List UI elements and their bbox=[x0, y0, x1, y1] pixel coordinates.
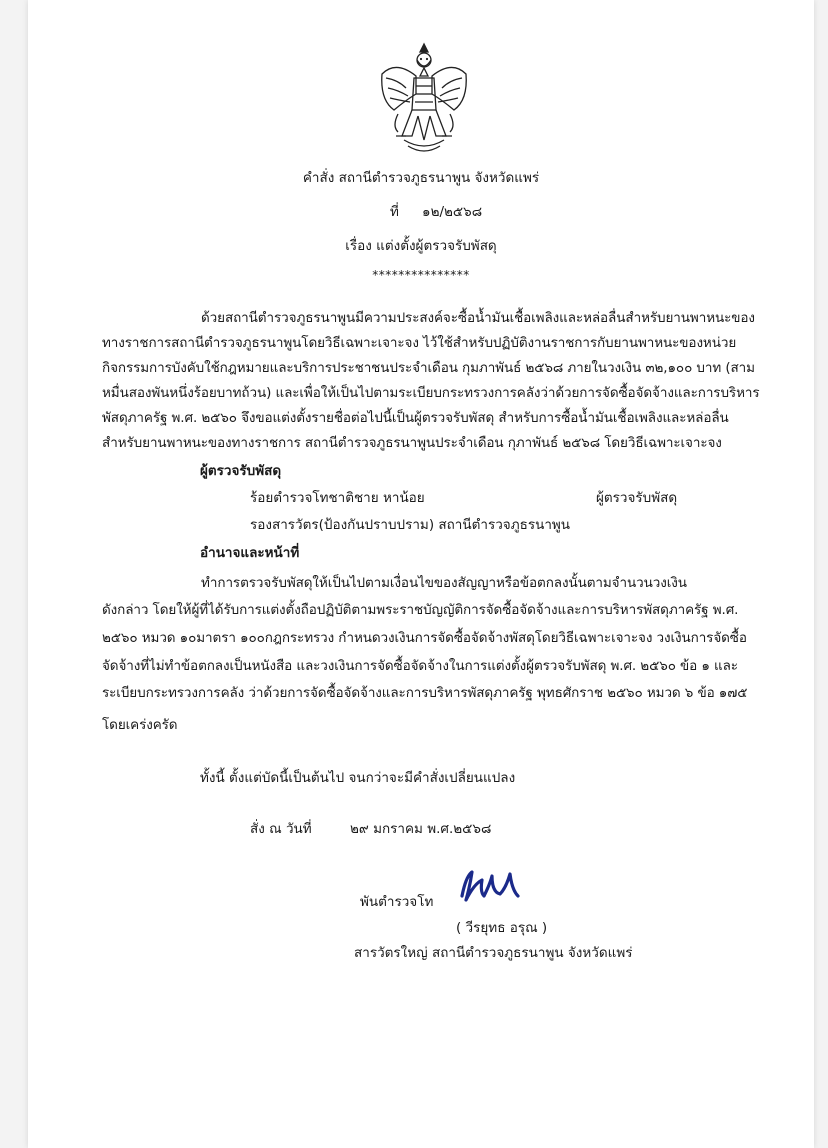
order-title: คำสั่ง สถานีตำรวจภูธรนาพูน จังหวัดแพร่ bbox=[302, 170, 540, 186]
order-number: ๑๒/๒๕๖๘ bbox=[422, 204, 483, 220]
signer-name: ( วีรยุทธ อรุณ ) bbox=[456, 920, 548, 936]
garuda-emblem-icon bbox=[376, 40, 472, 158]
ordered-label: สั่ง ณ วันที่ bbox=[250, 821, 312, 837]
inspector-position: รองสารวัตร(ป้องกันปราบปราม) สถานีตำรวจภูธรนาพูน bbox=[250, 517, 571, 533]
paragraph1-line: กิจกรรมการบังคับใช้กฎหมายและบริการประชาชนประจำเดือน กุมภาพันธ์ ๒๕๖๘ ภายในวงเงิน ๓๒,๑๐๐ บาท (สาม bbox=[102, 360, 755, 376]
separator: *************** bbox=[372, 268, 470, 282]
paragraph1-line: หมื่นสองพันหนึ่งร้อยบาทถ้วน) และเพื่อให้เป็นไปตามระเบียบกระทรวงการคลังว่าด้วยการจัดซื้อจัดจ้างและการบริหาร bbox=[102, 385, 760, 401]
paragraph2-line: ระเบียบกระทรวงการคลัง ว่าด้วยการจัดซื้อจัดจ้างและการบริหารพัสดุภาครัฐ พุทธศักราช ๒๕๖๐ หมวด ๖ ข้อ ๑๗๕ bbox=[102, 685, 748, 701]
order-number-label: ที่ bbox=[390, 204, 399, 220]
paragraph1-line: พัสดุภาครัฐ พ.ศ. ๒๕๖๐ จึงขอแต่งตั้งรายชื่อต่อไปนี้เป็นผู้ตรวจรับพัสดุ สำหรับการซื้อน้ำมันเชื้อเพลิงและหล่อลื่น bbox=[102, 410, 729, 426]
paragraph1-line: สำหรับยานพาหนะของทางราชการ สถานีตำรวจภูธรนาพูนประจำเดือน กุภาพันธ์ ๒๕๖๘ โดยวิธีเฉพาะเจาะจง bbox=[102, 435, 722, 451]
document-page bbox=[28, 0, 814, 1148]
duty-heading: อำนาจและหน้าที่ bbox=[200, 545, 300, 561]
signer-position: สารวัตรใหญ่ สถานีตำรวจภูธรนาพูน จังหวัดแพร่ bbox=[354, 945, 633, 961]
paragraph2-line: จัดจ้างที่ไม่ทำข้อตกลงเป็นหนังสือ และวงเงินการจัดซื้อจัดจ้างในการแต่งตั้งผู้ตรวจรับพัสดุ พ.ศ. ๒๕๖๐ ข้อ ๑ และ bbox=[102, 658, 738, 674]
inspector-heading: ผู้ตรวจรับพัสดุ bbox=[200, 463, 282, 479]
paragraph1-line: ทางราชการสถานีตำรวจภูธรนาพูนโดยวิธีเฉพาะเจาะจง ไว้ใช้สำหรับปฏิบัติงานราชการกับยานพาหนะของหน่วย bbox=[102, 335, 737, 351]
paragraph2-line: ทำการตรวจรับพัสดุให้เป็นไปตามเงื่อนไขของสัญญาหรือข้อตกลงนั้นตามจำนวนวงเงิน bbox=[201, 575, 687, 591]
inspector-role: ผู้ตรวจรับพัสดุ bbox=[596, 490, 678, 506]
ordered-date: ๒๙ มกราคม พ.ศ.๒๕๖๘ bbox=[350, 821, 492, 837]
inspector-name: ร้อยตำรวจโทชาติชาย หาน้อย bbox=[250, 490, 425, 506]
signer-rank: พันตำรวจโท bbox=[360, 894, 434, 910]
paragraph1-line: ด้วยสถานีตำรวจภูธรนาพูนมีความประสงค์จะซื้อน้ำมันเชื้อเพลิงและหล่อลื่นสำหรับยานพาหนะของ bbox=[201, 310, 755, 326]
paragraph2-line: ดังกล่าว โดยให้ผู้ที่ได้รับการแต่งตั้งถือปฏิบัติตามพระราชบัญญัติการจัดซื้อจัดจ้างและการบริหารพัสดุภาครัฐ พ.ศ. bbox=[102, 602, 739, 618]
effective-statement: ทั้งนี้ ตั้งแต่บัดนี้เป็นต้นไป จนกว่าจะมีคำสั่งเปลี่ยนแปลง bbox=[200, 770, 516, 786]
paragraph2-line: ๒๕๖๐ หมวด ๑๐มาตรา ๑๐๐กฎกระทรวง กำหนดวงเงินการจัดซื้อจัดจ้างพัสดุโดยวิธีเฉพาะเจาะจง วงเงินการจัดซื้อ bbox=[102, 630, 747, 646]
handwritten-signature bbox=[456, 866, 522, 906]
paragraph2-line: โดยเคร่งครัด bbox=[102, 717, 178, 733]
order-subject: เรื่อง แต่งตั้งผู้ตรวจรับพัสดุ bbox=[345, 238, 497, 254]
